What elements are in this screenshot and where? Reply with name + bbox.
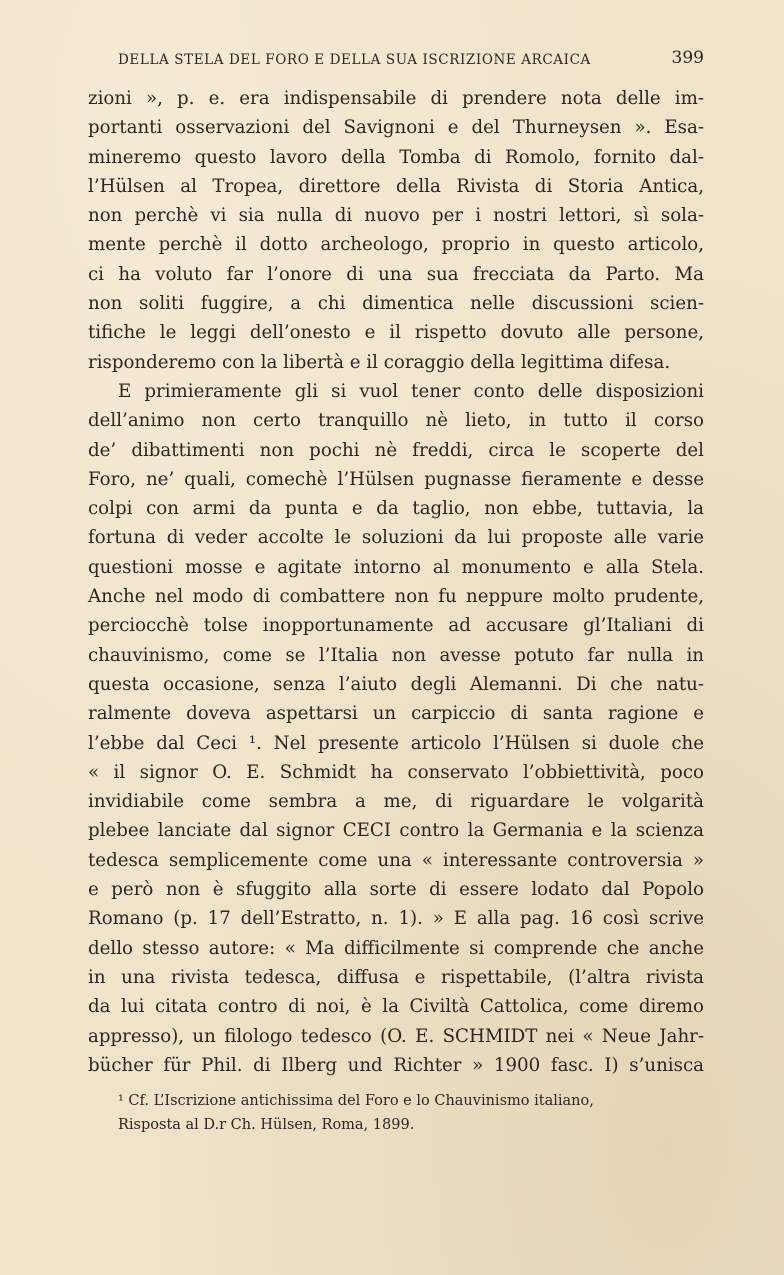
footnote-line: ¹ Cf. L’Iscrizione antichissima del Foro e lo Chauvinismo italiano, — [118, 1093, 594, 1109]
text-line: bücher für Phil. di Ilberg und Richter » 1900 fasc. I) s’unisca — [88, 1054, 704, 1076]
text-line: appresso), un filologo tedesco (O. E. SCHMIDT nei « Neue Jahr- — [88, 1025, 704, 1047]
text-line: zioni », p. e. era indispensabile di prendere nota delle im- — [88, 88, 704, 109]
text-line: dell’animo non certo tranquillo nè lieto, in tutto il corso — [88, 410, 704, 432]
text-line: chauvinismo, come se l’Italia non avesse potuto far nulla in — [88, 644, 704, 666]
text-line: in una rivista tedesca, diffusa e rispettabile, (l’altra rivista — [88, 966, 704, 988]
text-line: de’ dibattimenti non pochi nè freddi, circa le scoperte del — [88, 439, 704, 461]
text-line: mineremo questo lavoro della Tomba di Romolo, fornito dal- — [88, 146, 704, 168]
text-line: portanti osservazioni del Savignoni e del Thurneysen ». Esa- — [88, 117, 704, 139]
text-line: risponderemo con la libertà e il coraggio della legittima difesa. — [88, 351, 671, 373]
body-text — [88, 84, 704, 1080]
footnote-line: Risposta al D.r Ch. Hülsen, Roma, 1899. — [118, 1117, 415, 1133]
text-line: non perchè vi sia nulla di nuovo per i nostri lettori, sì sola- — [88, 205, 704, 227]
page-number: 399 — [671, 48, 704, 68]
paragraph-start-line: E primieramente gli si vuol tener conto delle disposizioni — [118, 380, 704, 402]
running-header — [118, 48, 704, 72]
text-line: mente perchè il dotto archeologo, proprio in questo articolo, — [88, 234, 704, 256]
text-line: e però non è sfuggito alla sorte di essere lodato dal Popolo — [88, 879, 704, 901]
text-line: questioni mosse e agitate intorno al monumento e alla Stela. — [88, 556, 704, 578]
text-line: colpi con armi da punta e da taglio, non ebbe, tuttavia, la — [88, 498, 704, 520]
text-line: l’ebbe dal Ceci ¹. Nel presente articolo l’Hülsen si duole che — [88, 732, 704, 754]
text-line: Anche nel modo di combattere non fu neppure molto prudente, — [88, 586, 704, 608]
text-line: invidiabile come sembra a me, di riguardare le volgarità — [88, 791, 704, 813]
text-line: « il signor O. E. Schmidt ha conservato l’obbiettività, poco — [88, 761, 704, 783]
text-line: plebee lanciate dal signor CECI contro la Germania e la scienza — [88, 820, 704, 842]
text-line: da lui citata contro di noi, è la Civiltà Cattolica, come diremo — [88, 996, 704, 1018]
text-line: tedesca semplicemente come una « interessante controversia » — [88, 849, 704, 871]
text-line: tifiche le leggi dell’onesto e il rispetto dovuto alle persone, — [88, 322, 704, 344]
text-line: non soliti fuggire, a chi dimentica nelle discussioni scien- — [88, 293, 704, 315]
text-line: fortuna di veder accolte le soluzioni da lui proposte alle varie — [88, 527, 704, 549]
text-line: questa occasione, senza l’aiuto degli Alemanni. Di che natu- — [88, 673, 704, 695]
text-line: dello stesso autore: « Ma difficilmente si comprende che anche — [88, 937, 704, 959]
text-line: ralmente doveva aspettarsi un carpiccio di santa ragione e — [88, 703, 704, 725]
text-line: ci ha voluto far l’onore di una sua frecciata da Parto. Ma — [88, 263, 704, 285]
footnotes — [118, 1089, 708, 1137]
text-line: l’Hülsen al Tropea, direttore della Rivista di Storia Antica, — [88, 175, 704, 197]
text-line: Romano (p. 17 dell’Estratto, n. 1). » E alla pag. 16 così scrive — [88, 908, 704, 930]
text-line: perciocchè tolse inopportunamente ad accusare gl’Italiani di — [88, 615, 704, 637]
text-line: Foro, ne’ quali, comechè l’Hülsen pugnasse fieramente e desse — [88, 468, 704, 490]
running-title: DELLA STELA DEL FORO E DELLA SUA ISCRIZIONE ARCAICA — [118, 52, 591, 68]
